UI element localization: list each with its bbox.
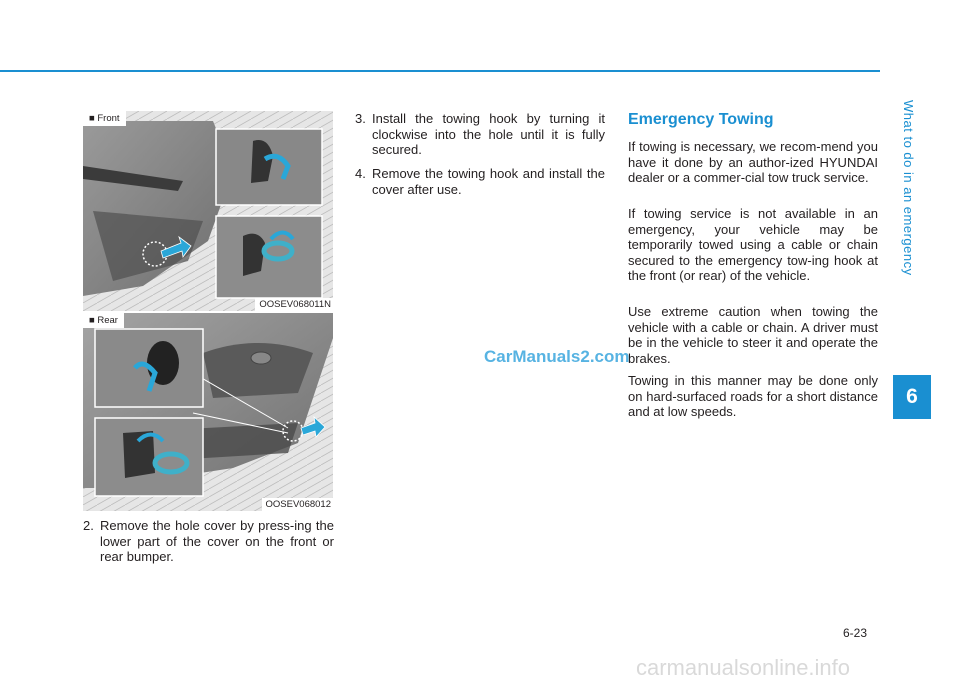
site-watermark[interactable]: CarManuals2.com: [484, 347, 630, 366]
section-heading: Emergency Towing: [628, 111, 774, 128]
rear-towing-figure: [83, 313, 333, 511]
step-text: Install the towing hook by turning it clockwise into the hole until it is fully secured.: [372, 111, 605, 157]
step-2: [83, 518, 334, 565]
footer-watermark[interactable]: carmanualsonline.info: [636, 655, 851, 680]
step-number: 2.: [83, 518, 94, 533]
step-number: 4.: [355, 166, 366, 181]
figure-label-rear: ■ Rear: [83, 313, 124, 328]
rear-bumper-illustration: [83, 313, 333, 511]
figure-code-front: OOSEV068011N: [255, 298, 333, 311]
figure-code-rear: OOSEV068012: [262, 498, 334, 511]
paragraph: If towing is necessary, we recom-mend you have it done by an author-ized HYUNDAI dealer or a commer-cial tow truck service.: [628, 139, 878, 185]
header-rule: [0, 70, 880, 72]
step-text: Remove the towing hook and install the cover after use.: [372, 166, 605, 197]
step-4: [355, 166, 605, 197]
chapter-tab[interactable]: 6: [893, 375, 931, 419]
chapter-title: What to do in an emergency: [901, 100, 916, 276]
page-number: 6-23: [843, 626, 868, 640]
step-number: 3.: [355, 111, 366, 126]
paragraph: Towing in this manner may be done only on hard-surfaced roads for a short distance and at low speeds.: [628, 373, 878, 419]
front-bumper-illustration: [83, 111, 333, 311]
front-towing-figure: [83, 111, 333, 311]
paragraph: Use extreme caution when towing the vehicle with a cable or chain. A driver must be in the vehicle to steer it and operate the brakes.: [628, 304, 878, 366]
step-text: Remove the hole cover by press-ing the lower part of the cover on the front or rear bumper.: [100, 518, 334, 564]
figure-label-front: ■ Front: [83, 111, 126, 126]
paragraph: If towing service is not available in an emergency, your vehicle may be temporarily towed using a cable or chain secured to the emergency tow-ing hook at the front (or rear) of the vehicle.: [628, 206, 878, 283]
step-3: [355, 111, 605, 158]
